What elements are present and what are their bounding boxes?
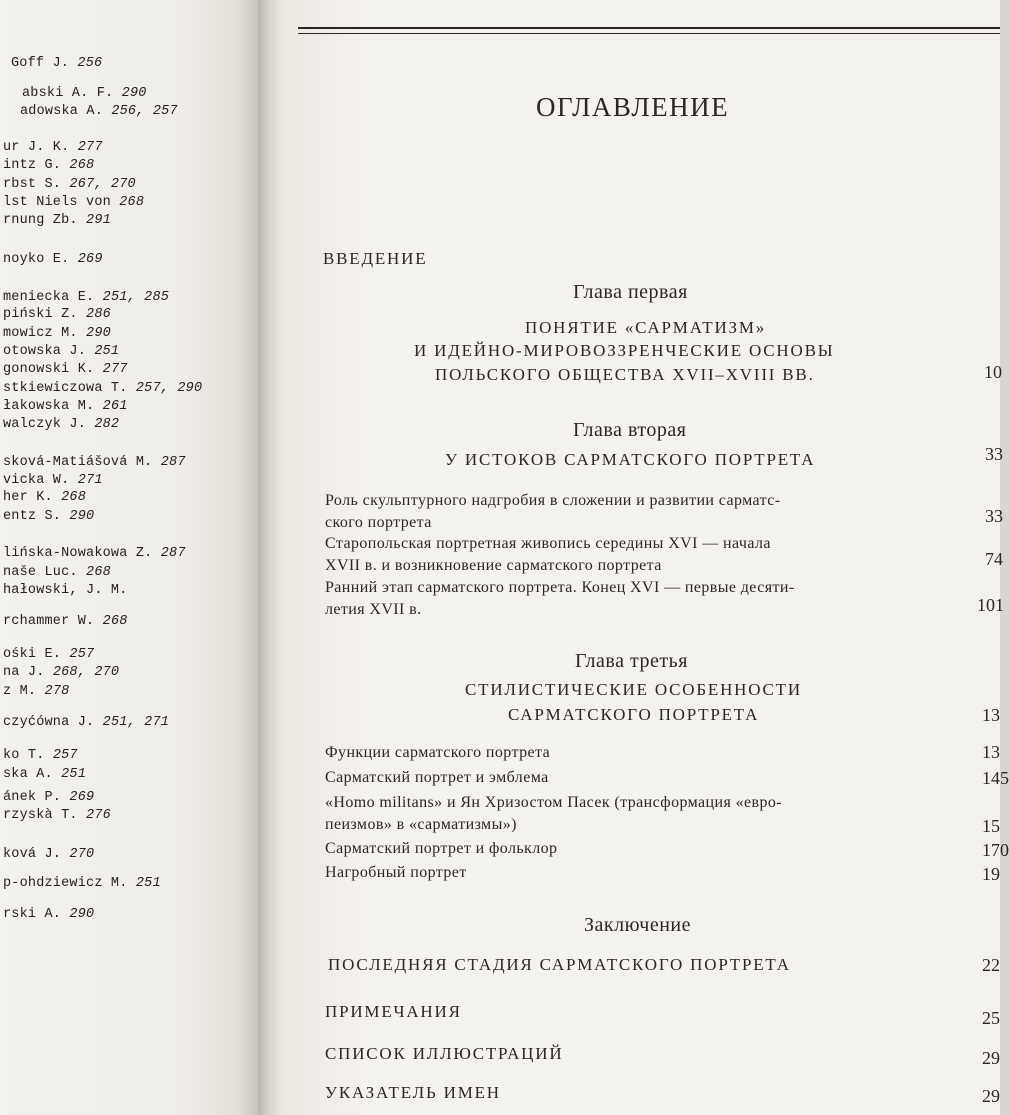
index-entry-name: abski A. F. xyxy=(22,86,114,101)
index-entry-pages: 267, 270 xyxy=(69,177,136,192)
chapter-2-title: У ИСТОКОВ САРМАТСКОГО ПОРТРЕТА xyxy=(445,450,816,469)
index-entry-pages: 257 xyxy=(69,647,95,662)
index-entry-name: meniecka E. xyxy=(3,290,95,305)
ch2-section-3-line1: Ранний этап сарматского портрета. Конец XVI — первые десяти- xyxy=(325,579,795,596)
chapter-2-page: 33 xyxy=(985,444,1003,464)
index-entry-pages: 268 xyxy=(86,565,111,580)
index-entry xyxy=(3,473,103,488)
index-entry-name: her K. xyxy=(3,490,53,505)
index-entry-pages: 268 xyxy=(61,490,87,505)
index-entry xyxy=(3,509,94,524)
toc-title: ОГЛАВЛЕНИЕ xyxy=(536,92,730,122)
chapter-1-title-line1: ПОНЯТИЕ «САРМАТИЗМ» xyxy=(525,318,767,337)
ch2-section-3-page: 101 xyxy=(977,595,1004,615)
index-entry xyxy=(20,104,178,119)
index-entry-name: ska A. xyxy=(3,767,53,782)
index-entry-name: łakowska M. xyxy=(3,399,95,414)
index-entry-name: rzyskà T. xyxy=(3,808,78,823)
chapter-1-page: 10 xyxy=(984,362,1002,382)
index-entry-pages: 261 xyxy=(102,399,128,414)
ch3-section-5: Нагробный портрет xyxy=(325,864,467,881)
name-index-entry: УКАЗАТЕЛЬ ИМЕН xyxy=(325,1083,501,1102)
index-entry-pages: 287 xyxy=(160,455,186,470)
index-entry xyxy=(3,195,144,210)
chapter-2-label: Глава вторая xyxy=(573,419,687,441)
index-entry-pages: 291 xyxy=(86,213,111,228)
chapter-3-title-line2: САРМАТСКОГО ПОРТРЕТА xyxy=(508,705,760,724)
index-entry-pages: 251 xyxy=(94,344,120,359)
index-entry-name: gonowski K. xyxy=(3,362,95,377)
index-entry-pages: 290 xyxy=(69,509,95,524)
header-rule-thick xyxy=(298,27,1000,29)
ch3-section-3-line1: «Homo militans» и Ян Хризостом Пасек (трансформация «евро- xyxy=(325,794,783,811)
index-entry-pages: 251 xyxy=(135,876,161,891)
index-entry-pages: 268 xyxy=(69,158,95,173)
ch3-section-5-page: 19 xyxy=(982,864,1000,884)
index-entry-pages: 286 xyxy=(86,307,111,322)
index-entry-pages: 256, 257 xyxy=(111,104,178,119)
index-entry-pages: 282 xyxy=(94,417,120,432)
index-entry xyxy=(3,767,86,782)
ch2-section-3-line2: летия XVII в. xyxy=(325,601,422,618)
index-entry xyxy=(3,876,161,891)
ch2-section-1-line2: ского портрета xyxy=(325,514,432,531)
index-entry-pages: 251, 285 xyxy=(102,290,170,305)
index-entry-pages: 268 xyxy=(119,195,145,210)
right-page-table-of-contents xyxy=(282,0,1009,1115)
chapter-1-title-line2: И ИДЕЙНО-МИРОВОЗЗРЕНЧЕСКИЕ ОСНОВЫ xyxy=(414,341,835,360)
index-entry xyxy=(3,907,94,922)
index-entry xyxy=(3,399,128,414)
ch3-section-4-page: 170 xyxy=(982,840,1009,860)
index-entry xyxy=(3,748,78,763)
index-entry-name: lińska-Nowakowa Z. xyxy=(3,546,153,561)
ch2-section-1-line1: Роль скульптурного надгробия в сложении и развитии сарматс- xyxy=(325,492,781,509)
ch3-section-3-page: 15 xyxy=(982,816,1000,836)
index-entry-pages: 290 xyxy=(121,86,147,101)
index-entry-name: noyko E. xyxy=(3,252,70,267)
index-entry-pages: 277 xyxy=(102,362,128,377)
index-entry xyxy=(3,362,128,377)
index-entry-pages: 257, 290 xyxy=(135,381,203,396)
index-entry-pages: 290 xyxy=(86,326,111,341)
left-page-name-index xyxy=(0,0,258,1115)
ch3-section-1-page: 13 xyxy=(982,742,1000,762)
index-entry-name: rbst S. xyxy=(3,177,62,192)
index-entry-name: mowicz M. xyxy=(3,326,78,341)
header-rule-thin xyxy=(298,33,1000,34)
chapter-3-page: 13 xyxy=(982,705,1000,725)
index-entry-name: ur J. K. xyxy=(3,140,70,155)
index-entry-pages: 269 xyxy=(69,790,95,805)
index-entry-pages: 276 xyxy=(86,808,111,823)
chapter-3-label: Глава третья xyxy=(575,650,688,672)
index-entry xyxy=(3,158,94,173)
index-entry-pages: 257 xyxy=(52,748,78,763)
index-entry xyxy=(3,565,111,580)
index-entry-name: naše Luc. xyxy=(3,565,78,580)
index-entry xyxy=(3,715,169,730)
index-entry xyxy=(3,213,111,228)
index-entry-name: walczyk J. xyxy=(3,417,87,432)
index-entry xyxy=(22,86,147,101)
index-entry-pages: 277 xyxy=(77,140,103,155)
ch2-section-1-page: 33 xyxy=(985,506,1003,526)
conclusion-page: 22 xyxy=(982,955,1000,975)
index-entry xyxy=(3,417,119,432)
ch3-section-3-line2: пеизмов» в «сарматизмы») xyxy=(325,816,517,833)
notes-entry: ПРИМЕЧАНИЯ xyxy=(325,1002,462,1021)
index-entry-name: rchammer W. xyxy=(3,614,95,629)
index-entry xyxy=(3,847,94,862)
index-entry xyxy=(3,790,94,805)
index-entry-name: czyćówna J. xyxy=(3,715,95,730)
index-entry-name: p-ohdziewicz M. xyxy=(3,876,128,891)
chapter-3-title-line1: СТИЛИСТИЧЕСКИЕ ОСОБЕННОСТИ xyxy=(465,680,802,699)
index-entry-pages: 287 xyxy=(160,546,186,561)
ch3-section-4: Сарматский портрет и фольклор xyxy=(325,840,558,857)
index-entry-name: piński Z. xyxy=(3,307,78,322)
index-entry xyxy=(3,290,169,305)
index-entry xyxy=(11,56,102,71)
ch3-section-1: Функции сарматского портрета xyxy=(325,744,551,761)
index-entry xyxy=(3,647,94,662)
index-entry-name: vicka W. xyxy=(3,473,70,488)
index-entry-pages: 268, 270 xyxy=(52,665,120,680)
ch2-section-2-line1: Старопольская портретная живопись середины XVI — начала xyxy=(325,535,771,552)
index-entry-name: hałowski, J. M. xyxy=(3,583,128,598)
index-entry-name: sková-Matiášová M. xyxy=(3,455,153,470)
index-entry-pages: 290 xyxy=(69,907,95,922)
index-entry-name: ková J. xyxy=(3,847,62,862)
ch2-section-2-line2: XVII в. и возникновение сарматского портрета xyxy=(325,557,662,574)
chapter-1-label: Глава первая xyxy=(573,281,688,303)
index-entry-name: z M. xyxy=(3,684,37,699)
index-entry-pages: 278 xyxy=(44,684,70,699)
index-entry-name: adowska A. xyxy=(20,104,104,119)
index-entry xyxy=(3,177,136,192)
index-entry xyxy=(3,140,103,155)
ch3-section-2-page: 145 xyxy=(982,768,1009,788)
index-entry xyxy=(3,252,103,267)
notes-page: 25 xyxy=(982,1008,1000,1028)
conclusion-label: Заключение xyxy=(584,914,691,936)
chapter-1-title-line3: ПОЛЬСКОГО ОБЩЕСТВА XVII–XVIII ВВ. xyxy=(435,365,815,384)
name-index-page: 29 xyxy=(982,1086,1000,1106)
index-entry xyxy=(3,326,111,341)
index-entry-name: entz S. xyxy=(3,509,62,524)
index-entry-name: ko T. xyxy=(3,748,45,763)
index-entry-pages: 269 xyxy=(77,252,103,267)
index-entry-name: ośki E. xyxy=(3,647,62,662)
index-entry-name: na J. xyxy=(3,665,45,680)
index-entry-pages: 251, 271 xyxy=(102,715,170,730)
conclusion-title: ПОСЛЕДНЯЯ СТАДИЯ САРМАТСКОГО ПОРТРЕТА xyxy=(328,955,791,974)
index-entry xyxy=(3,455,186,470)
index-entry-name: stkiewiczowa T. xyxy=(3,381,128,396)
book-gutter xyxy=(258,0,282,1115)
index-entry xyxy=(3,665,119,680)
illustrations-page: 29 xyxy=(982,1048,1000,1068)
index-entry-name: rski A. xyxy=(3,907,62,922)
index-entry xyxy=(3,344,119,359)
index-entry xyxy=(3,684,69,699)
toc-intro: ВВЕДЕНИЕ xyxy=(323,249,428,268)
ch3-section-2: Сарматский портрет и эмблема xyxy=(325,769,549,786)
index-entry xyxy=(3,490,86,505)
index-entry-pages: 271 xyxy=(77,473,103,488)
index-entry xyxy=(3,381,202,396)
index-entry-name: lst Niels von xyxy=(3,195,111,210)
index-entry-name: intz G. xyxy=(3,158,62,173)
index-entry-name: Goff J. xyxy=(11,56,70,71)
index-entry xyxy=(3,583,128,598)
index-entry xyxy=(3,307,111,322)
ch2-section-2-page: 74 xyxy=(985,549,1003,569)
index-entry xyxy=(3,808,111,823)
index-entry-pages: 251 xyxy=(61,767,87,782)
index-entry-name: ánek P. xyxy=(3,790,62,805)
index-entry-pages: 270 xyxy=(69,847,95,862)
index-entry xyxy=(3,614,128,629)
illustrations-entry: СПИСОК ИЛЛЮСТРАЦИЙ xyxy=(325,1044,564,1063)
index-entry-name: otowska J. xyxy=(3,344,87,359)
index-entry-pages: 268 xyxy=(102,614,128,629)
index-entry xyxy=(3,546,186,561)
index-entry-pages: 256 xyxy=(77,56,103,71)
index-entry-name: rnung Zb. xyxy=(3,213,78,228)
